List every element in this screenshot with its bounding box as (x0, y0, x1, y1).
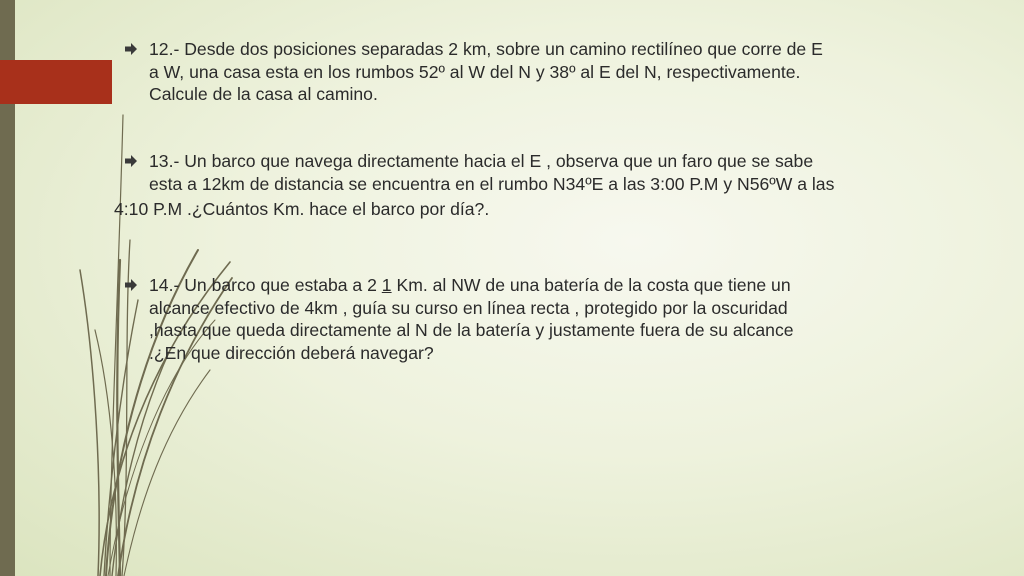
problem-13 (114, 150, 964, 221)
arrow-bullet-icon (124, 278, 138, 292)
problem-13-continuation: 4:10 P.M .¿Cuántos Km. hace el barco por día?. (114, 199, 490, 220)
problem-14-line-2: alcance efectivo de 4km , guía su curso en línea recta , protegido por la oscuridad (149, 297, 788, 318)
problem-13-line-2: esta a 12km de distancia se encuentra en el rumbo N34ºE a las 3:00 P.M y N56ºW a las (149, 173, 835, 194)
problem-13-line-1: 13.- Un barco que navega directamente hacia el E , observa que un faro que se sabe (149, 151, 814, 171)
arrow-bullet-icon (124, 42, 138, 56)
problem-12-line-2: a W, una casa esta en los rumbos 52º al W del N y 38º al E del N, respectivamente. (149, 61, 801, 82)
arrow-bullet-icon (124, 154, 138, 168)
problem-14-line-4: .¿En que dirección deberá navegar? (149, 342, 434, 363)
problem-14-underlined-number: 1 (381, 275, 392, 295)
problem-14 (124, 274, 964, 364)
problem-12-line-1: 12.- Desde dos posiciones separadas 2 km, sobre un camino rectilíneo que corre de E (149, 39, 823, 59)
problem-14-line-1-post: Km. al NW de una batería de la costa que tiene un (391, 275, 791, 295)
problem-14-line-3: ,hasta que queda directamente al N de la batería y justamente fuera de su alcance (149, 320, 794, 341)
problem-14-line-1-pre: 14.- Un barco que estaba a 2 (149, 275, 382, 295)
problem-12 (124, 38, 964, 106)
problem-14-line-1 (124, 274, 964, 297)
problem-12-line-3: Calcule de la casa al camino. (149, 84, 378, 105)
